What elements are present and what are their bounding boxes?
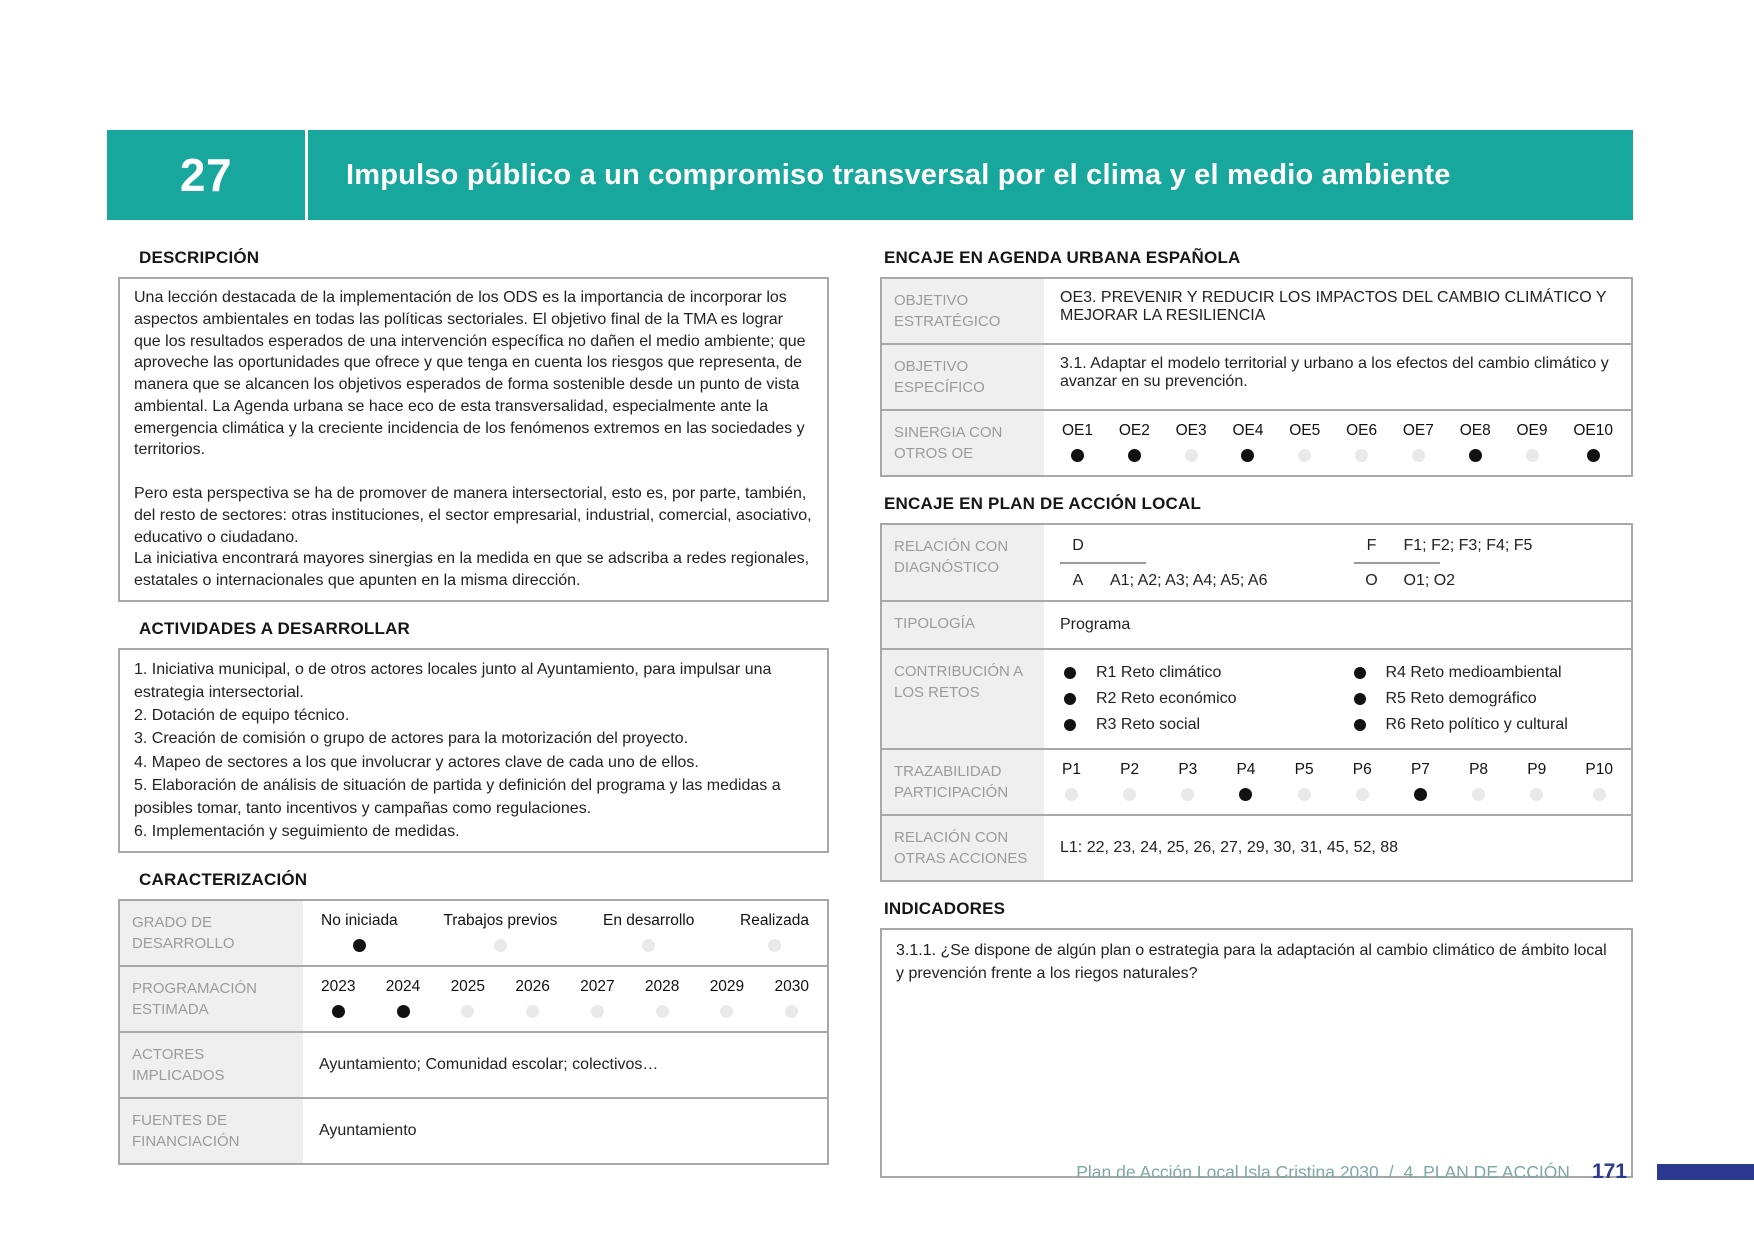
diag-letter-d: D bbox=[1072, 537, 1084, 554]
plan-local-table bbox=[880, 523, 1633, 882]
dot-empty bbox=[1355, 449, 1368, 462]
dot-option-label: OE2 bbox=[1118, 422, 1150, 439]
caracterizacion-table bbox=[118, 899, 829, 1165]
reto-dot-filled bbox=[1064, 667, 1076, 679]
dot-filled bbox=[1469, 449, 1482, 462]
diag-letter-f: F bbox=[1366, 537, 1377, 554]
dot-option bbox=[1178, 761, 1197, 801]
dot-filled bbox=[1241, 449, 1254, 462]
dot-option-label: P4 bbox=[1236, 761, 1256, 778]
actividades-heading: ACTIVIDADES A DESARROLLAR bbox=[139, 618, 411, 638]
dot-option-label: OE6 bbox=[1346, 422, 1378, 439]
section-caracterizacion bbox=[118, 870, 829, 1165]
reto-dot-filled bbox=[1064, 719, 1076, 731]
dot-empty bbox=[1593, 788, 1606, 801]
dot-empty bbox=[1298, 449, 1311, 462]
dot-empty bbox=[1526, 449, 1539, 462]
dot-option bbox=[710, 978, 744, 1018]
action-title-cell bbox=[308, 130, 1633, 220]
dot-option bbox=[1527, 761, 1546, 801]
diagnostico-left bbox=[1044, 534, 1338, 593]
footer-breadcrumb: Plan de Acción Local Isla Cristina 2030 bbox=[1076, 1161, 1379, 1182]
dot-option-label: P7 bbox=[1410, 761, 1430, 778]
section-agenda-urbana bbox=[880, 248, 1633, 477]
diagnostico-right bbox=[1338, 534, 1632, 593]
dot-filled bbox=[1128, 449, 1141, 462]
row-label: PROGRAMACIÓN ESTIMADA bbox=[120, 967, 303, 1031]
dot-option bbox=[1460, 422, 1491, 462]
diag-rule bbox=[1354, 562, 1440, 564]
grado-options bbox=[303, 901, 827, 965]
actividades-box bbox=[118, 648, 829, 854]
descripcion-box bbox=[118, 277, 829, 602]
row-objetivo-estrategico bbox=[882, 279, 1631, 343]
dot-filled bbox=[353, 939, 366, 952]
dot-option-label: No iniciada bbox=[321, 912, 398, 930]
dot-option-label: P3 bbox=[1178, 761, 1198, 778]
reto-item bbox=[1064, 690, 1338, 708]
reto-label: R3 Reto social bbox=[1096, 716, 1201, 733]
dot-option-label: 2024 bbox=[385, 978, 421, 996]
reto-item bbox=[1354, 716, 1628, 734]
dot-option bbox=[1176, 422, 1207, 462]
row-label: RELACIÓN CON OTRAS ACCIONES bbox=[882, 816, 1044, 880]
activity-item: 5. Elaboración de análisis de situación de partida y definición del programa y las medidas a posibles tomar, tanto incentivos y campañas como regulaciones. bbox=[134, 776, 781, 817]
dot-option bbox=[645, 978, 679, 1018]
activity-item: 2. Dotación de equipo técnico. bbox=[134, 707, 350, 725]
row-label: ACTORES IMPLICADOS bbox=[120, 1033, 303, 1097]
left-column bbox=[118, 248, 829, 1182]
row-label: TRAZABILIDAD PARTICIPACIÓN bbox=[882, 750, 1044, 814]
activity-item: 4. Mapeo de sectores a los que involucrar y actores clave de cada uno de ellos. bbox=[134, 753, 699, 771]
dot-option-label: P6 bbox=[1352, 761, 1372, 778]
section-plan-local bbox=[880, 494, 1633, 882]
activity-item: 6. Implementación y seguimiento de medidas. bbox=[134, 823, 460, 841]
plan-local-heading: ENCAJE EN PLAN DE ACCIÓN LOCAL bbox=[884, 494, 1202, 513]
dot-option-label: OE3 bbox=[1175, 422, 1207, 439]
descripcion-heading: DESCRIPCIÓN bbox=[139, 248, 260, 267]
footer-section: 4. PLAN DE ACCIÓN bbox=[1403, 1161, 1570, 1182]
dot-empty bbox=[591, 1005, 604, 1018]
page-footer bbox=[0, 1160, 1754, 1184]
dot-option-label: 2030 bbox=[774, 978, 809, 996]
right-column bbox=[880, 248, 1633, 1195]
dot-empty bbox=[1185, 449, 1198, 462]
dot-option-label: OE1 bbox=[1062, 422, 1094, 439]
dot-filled bbox=[1414, 788, 1427, 801]
reto-label: R2 Reto económico bbox=[1096, 690, 1237, 707]
dot-option bbox=[1353, 761, 1372, 801]
dot-empty bbox=[494, 939, 507, 952]
descripcion-paragraph: Pero esta perspectiva se ha de promover de manera intersectorial, esto es, por parte, también, del resto de sectores: otras instituciones, el sector empresarial, industrial, comercial, asociativo, educativo o ciudadano. bbox=[134, 485, 812, 546]
trazabilidad-options bbox=[1044, 750, 1631, 814]
diag-line-f bbox=[1354, 534, 1624, 558]
dot-option-label: Trabajos previos bbox=[443, 912, 558, 930]
diag-letter-o: O bbox=[1365, 572, 1378, 589]
dot-option-label: OE4 bbox=[1232, 422, 1264, 439]
reto-dot-filled bbox=[1354, 693, 1366, 705]
dot-filled bbox=[1587, 449, 1600, 462]
dot-empty bbox=[1412, 449, 1425, 462]
row-objetivo-especifico bbox=[882, 343, 1631, 409]
diag-rule bbox=[1060, 562, 1146, 564]
footer-separator: / bbox=[1388, 1161, 1394, 1182]
dot-empty bbox=[656, 1005, 669, 1018]
retos-grid bbox=[1044, 650, 1631, 748]
dot-empty bbox=[1298, 788, 1311, 801]
dot-empty bbox=[1181, 788, 1194, 801]
row-fuentes-financiacion bbox=[120, 1097, 827, 1163]
footer-page-number: 171 bbox=[1591, 1160, 1627, 1183]
row-otras-acciones bbox=[882, 814, 1631, 880]
diag-values-f: F1; F2; F3; F4; F5 bbox=[1403, 537, 1533, 554]
retos-column-1 bbox=[1048, 656, 1338, 742]
dot-option bbox=[386, 978, 420, 1018]
dot-option bbox=[1585, 761, 1613, 801]
reto-item bbox=[1064, 664, 1338, 682]
programacion-options bbox=[303, 967, 827, 1031]
dot-option-label: 2028 bbox=[644, 978, 680, 996]
dot-option bbox=[1517, 422, 1548, 462]
section-descripcion bbox=[118, 248, 829, 602]
dot-option bbox=[1411, 761, 1430, 801]
row-trazabilidad bbox=[882, 748, 1631, 814]
dot-filled bbox=[332, 1005, 345, 1018]
dot-option-label: P9 bbox=[1527, 761, 1547, 778]
dot-empty bbox=[642, 939, 655, 952]
diagnostico-grid bbox=[1044, 525, 1631, 600]
dot-filled bbox=[1071, 449, 1084, 462]
dot-option-label: 2027 bbox=[580, 978, 615, 996]
dot-option-label: P8 bbox=[1469, 761, 1489, 778]
reto-dot-filled bbox=[1354, 719, 1366, 731]
dot-option-label: 2026 bbox=[515, 978, 550, 996]
dot-option-label: OE9 bbox=[1516, 422, 1548, 439]
dot-option bbox=[321, 912, 398, 952]
activity-item: 1. Iniciativa municipal, o de otros actores locales junto al Ayuntamiento, para impulsar una estrategia intersectorial. bbox=[134, 660, 772, 701]
row-actores-implicados bbox=[120, 1031, 827, 1097]
dot-option bbox=[515, 978, 549, 1018]
descripcion-paragraph: Una lección destacada de la implementación de los ODS es la importancia de incorporar los aspectos ambientales en todas las políticas sectoriales. El objetivo final de la TMA es lograr que los resultados esperados de una intervención específica no dañen el medio ambiente; que aproveche las oportunidades que ofrece y que tenga en cuenta los riesgos que representa, de manera que se alcancen los objetivos esperados de forma sostenible desde un punto de vista ambiental. La Agenda urbana se hace eco de esta transversalidad, especialmente ante la emergencia climática y la creciente incidencia de los fenómenos extremos en las sociedades y territorios. bbox=[134, 289, 806, 459]
dot-option bbox=[1346, 422, 1377, 462]
caracterizacion-heading: CARACTERIZACIÓN bbox=[139, 870, 308, 890]
row-label: RELACIÓN CON DIAGNÓSTICO bbox=[882, 525, 1044, 600]
dot-option bbox=[1236, 761, 1255, 801]
objetivo-estrategico-value: OE3. PREVENIR Y REDUCIR LOS IMPACTOS DEL CAMBIO CLIMÁTICO Y MEJORAR LA RESILIENCIA bbox=[1060, 289, 1607, 324]
dot-option bbox=[1469, 761, 1488, 801]
fuentes-value: Ayuntamiento bbox=[319, 1122, 417, 1140]
dot-option bbox=[580, 978, 614, 1018]
reto-label: R1 Reto climático bbox=[1096, 664, 1222, 681]
diag-line-d bbox=[1060, 534, 1330, 558]
dot-empty bbox=[1065, 788, 1078, 801]
row-sinergia-oe bbox=[882, 409, 1631, 475]
action-header-band bbox=[107, 130, 1633, 220]
dot-option-label: 2029 bbox=[709, 978, 745, 996]
row-label: TIPOLOGÍA bbox=[882, 602, 1044, 648]
actores-value: Ayuntamiento; Comunidad escolar; colectivos… bbox=[319, 1056, 659, 1074]
dot-empty bbox=[1530, 788, 1543, 801]
dot-empty bbox=[1356, 788, 1369, 801]
dot-option bbox=[451, 978, 485, 1018]
dot-option bbox=[1062, 422, 1093, 462]
dot-option bbox=[1062, 761, 1081, 801]
tipologia-value: Programa bbox=[1060, 616, 1131, 633]
agenda-heading: ENCAJE EN AGENDA URBANA ESPAÑOLA bbox=[884, 248, 1241, 267]
footer-accent-bar bbox=[1657, 1164, 1754, 1180]
dot-option-label: En desarrollo bbox=[603, 912, 695, 930]
row-label: OBJETIVO ESTRATÉGICO bbox=[882, 279, 1044, 343]
reto-dot-filled bbox=[1064, 693, 1076, 705]
action-number: 27 bbox=[179, 149, 233, 201]
dot-option bbox=[774, 978, 808, 1018]
diag-values-a: A1; A2; A3; A4; A5; A6 bbox=[1110, 572, 1268, 589]
indicador-text: 3.1.1. ¿Se dispone de algún plan o estrategia para la adaptación al cambio climático de ámbito local y prevención frente a los riegos naturales? bbox=[896, 942, 1607, 982]
dot-option-label: Realizada bbox=[740, 912, 809, 930]
row-label: OBJETIVO ESPECÍFICO bbox=[882, 345, 1044, 409]
reto-item bbox=[1064, 716, 1338, 734]
indicadores-box bbox=[880, 928, 1633, 1178]
dot-option bbox=[1119, 422, 1150, 462]
dot-empty bbox=[785, 1005, 798, 1018]
diag-letter-a: A bbox=[1072, 572, 1084, 589]
indicadores-heading: INDICADORES bbox=[884, 899, 1006, 918]
dot-option bbox=[1295, 761, 1314, 801]
sinergia-options bbox=[1044, 411, 1631, 475]
dot-empty bbox=[1123, 788, 1136, 801]
retos-column-2 bbox=[1338, 656, 1628, 742]
dot-option bbox=[740, 912, 809, 952]
section-indicadores bbox=[880, 899, 1633, 1178]
dot-option-label: P2 bbox=[1120, 761, 1140, 778]
reto-dot-filled bbox=[1354, 667, 1366, 679]
dot-option-label: OE10 bbox=[1573, 422, 1613, 439]
otras-acciones-value: L1: 22, 23, 24, 25, 26, 27, 29, 30, 31, 45, 52, 88 bbox=[1060, 839, 1399, 856]
dot-filled bbox=[1239, 788, 1252, 801]
row-tipologia bbox=[882, 600, 1631, 648]
dot-option-label: 2023 bbox=[321, 978, 356, 996]
dot-option bbox=[321, 978, 355, 1018]
objetivo-especifico-value: 3.1. Adaptar el modelo territorial y urbano a los efectos del cambio climático y avanzar en su prevención. bbox=[1060, 355, 1609, 390]
row-programacion-estimada bbox=[120, 965, 827, 1031]
row-contribucion-retos bbox=[882, 648, 1631, 748]
row-grado-desarrollo bbox=[120, 901, 827, 965]
reto-label: R4 Reto medioambiental bbox=[1385, 664, 1562, 681]
dot-option-label: OE5 bbox=[1289, 422, 1321, 439]
row-label: FUENTES DE FINANCIACIÓN bbox=[120, 1099, 303, 1163]
dot-empty bbox=[1472, 788, 1485, 801]
reto-label: R5 Reto demográfico bbox=[1385, 690, 1537, 707]
section-actividades bbox=[118, 619, 829, 854]
row-label: SINERGIA CON OTROS OE bbox=[882, 411, 1044, 475]
dot-option bbox=[1573, 422, 1613, 462]
dot-empty bbox=[526, 1005, 539, 1018]
dot-option bbox=[603, 912, 694, 952]
reto-label: R6 Reto político y cultural bbox=[1385, 716, 1568, 733]
dot-filled bbox=[397, 1005, 410, 1018]
dot-option bbox=[1403, 422, 1434, 462]
dot-empty bbox=[768, 939, 781, 952]
dot-option-label: P1 bbox=[1062, 761, 1081, 778]
reto-item bbox=[1354, 690, 1628, 708]
agenda-table bbox=[880, 277, 1633, 477]
dot-option-label: OE8 bbox=[1459, 422, 1491, 439]
action-number-cell bbox=[107, 130, 305, 220]
diag-line-a bbox=[1060, 569, 1330, 593]
dot-option bbox=[1289, 422, 1320, 462]
row-label: GRADO DE DESARROLLO bbox=[120, 901, 303, 965]
diag-values-o: O1; O2 bbox=[1403, 572, 1456, 589]
dot-empty bbox=[720, 1005, 733, 1018]
dot-option-label: 2025 bbox=[450, 978, 486, 996]
action-title: Impulso público a un compromiso transversal por el clima y el medio ambiente bbox=[346, 158, 1451, 191]
dot-empty bbox=[461, 1005, 474, 1018]
dot-option-label: OE7 bbox=[1402, 422, 1434, 439]
dot-option-label: P5 bbox=[1294, 761, 1314, 778]
reto-item bbox=[1354, 664, 1628, 682]
descripcion-paragraph: La iniciativa encontrará mayores sinergias en la medida en que se adscriba a redes regionales, estatales o internacionales que apunten en la misma dirección. bbox=[134, 550, 810, 589]
dot-option-label: P10 bbox=[1585, 761, 1613, 778]
row-relacion-diagnostico bbox=[882, 525, 1631, 600]
dot-option bbox=[1120, 761, 1139, 801]
diag-line-o bbox=[1354, 569, 1624, 593]
activity-item: 3. Creación de comisión o grupo de actores para la motorización del proyecto. bbox=[134, 730, 689, 748]
dot-option bbox=[443, 912, 557, 952]
row-label: CONTRIBUCIÓN A LOS RETOS bbox=[882, 650, 1044, 748]
dot-option bbox=[1232, 422, 1263, 462]
